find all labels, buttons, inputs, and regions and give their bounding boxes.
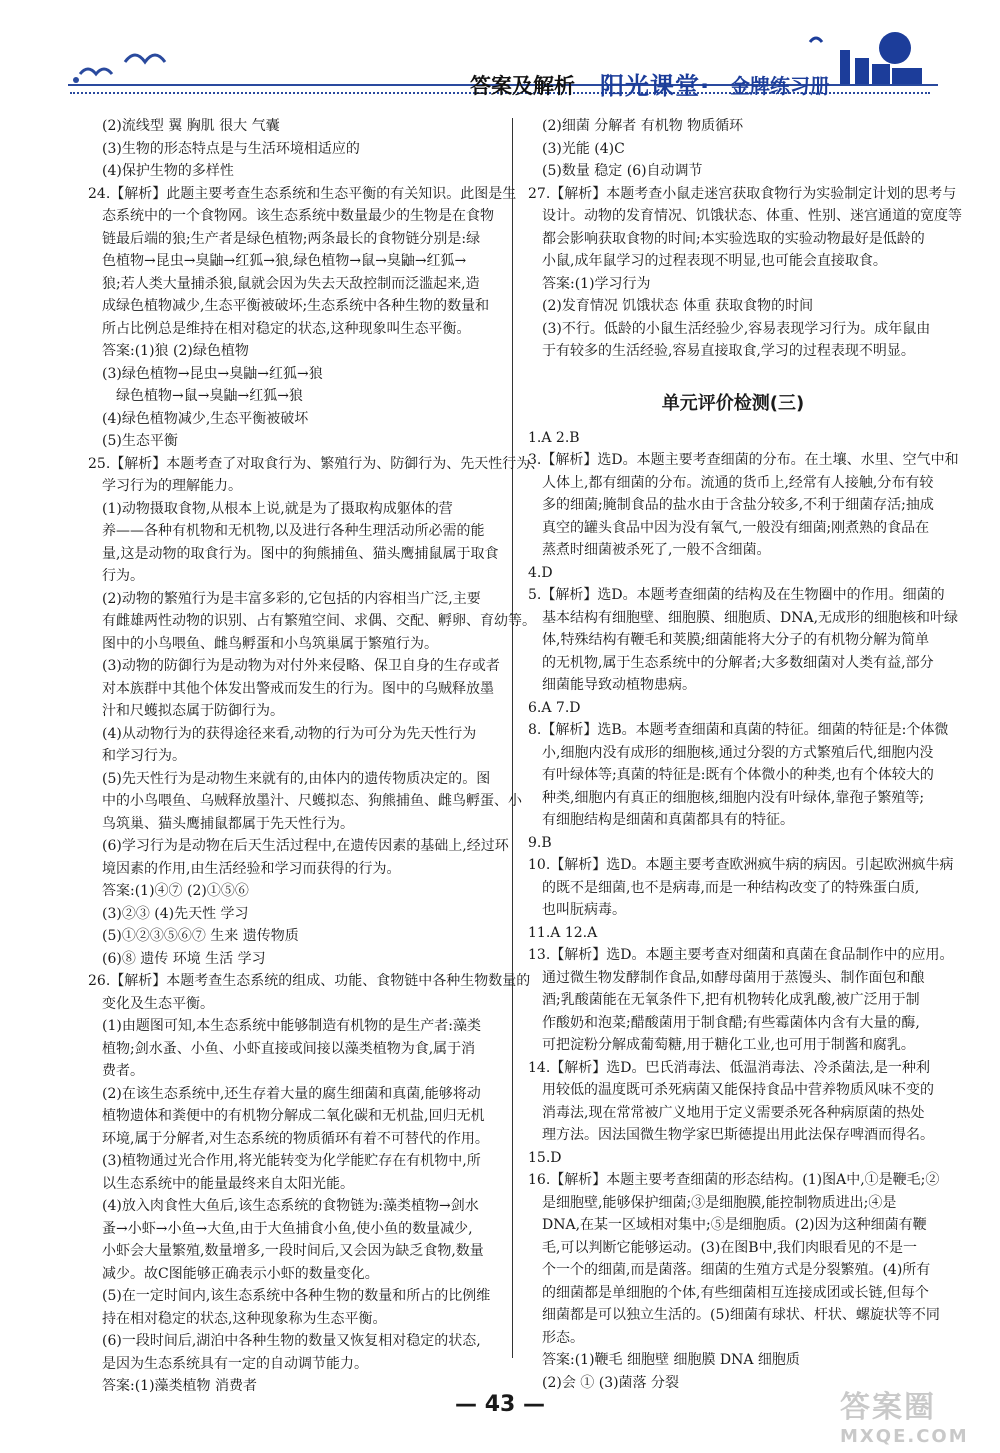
text-line: 蒸煮时细菌被杀死了,一般不含细菌。	[542, 542, 771, 558]
text-line: 链最后端的狼;生产者是绿色植物;两条最长的食物链分别是:绿	[102, 230, 481, 247]
text-line: 24.【解析】此题主要考查生态系统和生态平衡的有关知识。此图是生	[88, 185, 517, 202]
text-line: 可把淀粉分解成葡萄糖,用于糖化工业,也可用于制酱和腐乳。	[542, 1037, 915, 1053]
text-line: 绿色植物→鼠→臭鼬→红狐→狼	[116, 388, 303, 404]
text-line: 汁和尺蠖拟态属于防御行为。	[102, 703, 284, 719]
text-line: 5.【解析】选D。本题考查细菌的结构及在生物圈中的作用。细菌的	[528, 587, 945, 603]
text-line: 消毒法,现在常常被广义地用于定义需要杀死各种病原菌的热处	[542, 1104, 925, 1121]
text-line: 态系统中的一个食物网。该生态系统中数量最少的生物是在食物	[102, 208, 494, 224]
text-line: 答案:(1)鞭毛 细胞壁 细胞膜 DNA 细胞质	[542, 1352, 800, 1368]
text-line: (5)先天性行为是动物生来就有的,由体内的遗传物质决定的。图	[102, 770, 491, 787]
text-line: 理方法。因法国微生物学家巴斯德提出用此法保存啤酒而得名。	[542, 1127, 934, 1143]
text-line: 小虾会大量繁殖,数量增多,一段时间后,又会因为缺乏食物,数量	[102, 1243, 484, 1259]
text-line: 的细菌都是单细胞的个体,有些细菌相互连接成团或长链,但每个	[542, 1284, 929, 1301]
text-line: (2)会 ① (3)菌落 分裂	[542, 1374, 680, 1391]
text-line: 学习行为的理解能力。	[102, 478, 242, 494]
text-line: (5)在一定时间内,该生态系统中各种生物的数量和所占的比例维	[102, 1288, 491, 1304]
text-line: 8.【解析】选B。本题考查细菌和真菌的特征。细菌的特征是:个体微	[528, 722, 949, 738]
text-line: 形态。	[542, 1329, 584, 1346]
text-line: 植物;剑水蚤、小鱼、小虾直接或间接以藻类植物为食,属于消	[102, 1040, 476, 1057]
text-line: 答案:(1)学习行为	[542, 275, 651, 292]
text-line: 11.A 12.A	[528, 924, 598, 941]
text-line: 境因素的作用,由生活经验和学习而获得的行为。	[102, 860, 401, 877]
text-line: (3)植物通过光合作用,将光能转变为化学能贮存在有机物中,所	[102, 1153, 481, 1169]
right-column-bottom	[528, 427, 959, 1395]
watermark-top: 答案圈	[840, 1390, 936, 1425]
text-line: 鸟筑巢、猫头鹰捕鼠都属于先天性行为。	[102, 815, 354, 832]
skyline-illustration	[800, 28, 940, 88]
text-line: 15.D	[528, 1149, 562, 1166]
text-line: 答案:(1)狼 (2)绿色植物	[102, 343, 249, 359]
text-line: (2)细菌 分解者 有机物 物质循环	[542, 118, 744, 134]
text-line: 基本结构有细胞壁、细胞膜、细胞质、DNA,无成形的细胞核和叶绿	[542, 609, 959, 626]
text-line: (2)流线型 翼 胸肌 很大 气囊	[102, 118, 280, 134]
header-brand-sub: 金牌练习册	[730, 74, 830, 98]
header-title: 答案及解析	[470, 74, 575, 98]
text-line: 行为。	[102, 568, 144, 584]
text-line: 和学习行为。	[102, 748, 186, 764]
text-line: (6)一段时间后,湖泊中各种生物的数量又恢复相对稳定的状态,	[102, 1333, 481, 1349]
right-column-top	[528, 115, 962, 363]
text-line: 多的细菌;腌制食品的盐水由于含盐分较多,不利于细菌存活;抽成	[542, 497, 934, 513]
text-line: (6)⑧ 遗传 环境 生活 学习	[102, 950, 266, 967]
text-line: 有雌雄两性动物的识别、占有繁殖空间、求偶、交配、孵卵、育幼等。	[102, 613, 536, 629]
text-line: 的既不是细菌,也不是病毒,而是一种结构改变了的特殊蛋白质,	[542, 879, 920, 896]
header-brand: 阳光课堂·	[600, 72, 711, 100]
text-line: (3)不行。低龄的小鼠生活经验少,容易表现学习行为。成年鼠由	[542, 320, 931, 337]
text-line: 细菌能导致动植物患病。	[542, 677, 696, 693]
spacer	[528, 363, 938, 377]
column-divider	[512, 118, 513, 1358]
text-line: 养——各种有机物和无机物,以及进行各种生理活动所必需的能	[102, 523, 485, 539]
text-line: 蚤→小虾→小鱼→大鱼,由于大鱼捕食小鱼,使小鱼的数量减少,	[102, 1220, 473, 1237]
text-line: 10.【解析】选D。本题主要考查欧洲疯牛病的病因。引起欧洲疯牛病	[528, 857, 954, 873]
text-line: 答案:(1)藻类植物 消费者	[102, 1378, 257, 1394]
page-number: — 43 —	[455, 1392, 545, 1417]
text-line: 16.【解析】本题主要考查细菌的形态结构。(1)图A中,①是鞭毛;②	[528, 1172, 940, 1188]
text-line: 持在相对稳定的状态,这种现象称为生态平衡。	[102, 1310, 387, 1327]
text-line: 1.A 2.B	[528, 429, 580, 446]
text-line: (1)由题图可知,本生态系统中能够制造有机物的是生产者:藻类	[102, 1018, 481, 1034]
text-line: (3)动物的防御行为是动物为对付外来侵略、保卫自身的生存或者	[102, 658, 500, 674]
text-line: 的无机物,属于生态系统中的分解者;大多数细菌对人类有益,部分	[542, 654, 934, 671]
text-line: 有叶绿体等;真菌的特征是:既有个体微小的种类,也有个体较大的	[542, 767, 934, 783]
text-line: 体,特殊结构有鞭毛和荚膜;细菌能将大分子的有机物分解为简单	[542, 632, 930, 648]
text-line: 环境,属于分解者,对生态系统的物质循环有着不可替代的作用。	[102, 1130, 489, 1147]
text-line: 3.【解析】选D。本题主要考查细菌的分布。在土壤、水里、空气中和	[528, 452, 959, 468]
text-line: 中的小鸟喂鱼、乌贼释放墨汁、尺蠖拟态、狗熊捕鱼、雌鸟孵蛋、小	[102, 793, 522, 809]
text-line: (4)绿色植物减少,生态平衡被破坏	[102, 410, 309, 427]
text-line: (4)保护生物的多样性	[102, 163, 234, 179]
text-line: 设计。动物的发育情况、饥饿状态、体重、性别、迷宫通道的宽度等	[542, 208, 962, 224]
text-line: (2)发育情况 饥饿状态 体重 获取食物的时间	[542, 298, 814, 314]
text-line: 9.B	[528, 834, 552, 851]
text-line: 有细胞结构是细菌和真菌都具有的特征。	[542, 812, 794, 828]
text-line: (3)生物的形态特点是与生活环境相适应的	[102, 140, 360, 157]
text-line: 成绿色植物减少,生态平衡被破坏;生态系统中各种生物的数量和	[102, 298, 490, 314]
birds-illustration	[70, 40, 190, 90]
text-line: 小鼠,成年鼠学习的过程表现不明显,也可能会直接取食。	[542, 253, 887, 269]
text-line: 对本族群中其他个体发出警戒而发生的行为。图中的乌贼释放墨	[102, 680, 494, 697]
watermark-logo	[840, 1382, 990, 1452]
text-line: 是细胞壁,能够保护细菌;③是细胞膜,能控制物质进出;④是	[542, 1194, 897, 1211]
text-line: 量,这是动物的取食行为。图中的狗熊捕鱼、猫头鹰捕鼠属于取食	[102, 545, 499, 562]
text-line: 答案:(1)④⑦ (2)①⑤⑥	[102, 883, 249, 899]
text-line: (5)生态平衡	[102, 433, 178, 449]
text-line: (3)光能 (4)C	[542, 140, 625, 157]
text-line: 作酸奶和泡菜;醋酸菌用于制食醋;有些霉菌体内含有大量的酶,	[542, 1014, 920, 1031]
text-line: 通过微生物发酵制作食品,如酵母菌用于蒸馒头、制作面包和酿	[542, 969, 925, 986]
text-line: 图中的小鸟喂鱼、雌鸟孵蛋和小鸟筑巢属于繁殖行为。	[102, 635, 438, 652]
text-line: 小,细胞内没有成形的细胞核,通过分裂的方式繁殖后代,细胞内没	[542, 744, 934, 761]
text-line: 植物遗体和粪便中的有机物分解成二氧化碳和无机盐,回归无机	[102, 1108, 485, 1124]
text-line: 所占比例总是维持在相对稳定的状态,这种现象叫生态平衡。	[102, 320, 471, 337]
text-line: 细菌都是可以独立生活的。(5)细菌有球状、杆状、螺旋状等不同	[542, 1307, 940, 1323]
text-line: (3)绿色植物→昆虫→臭鼬→红狐→狼	[102, 365, 323, 382]
text-line: 4.D	[528, 564, 553, 581]
right-column	[528, 115, 962, 1394]
text-line: 26.【解析】本题考查生态系统的组成、功能、食物链中各种生物数量的	[88, 973, 531, 989]
text-line: (1)动物摄取食物,从根本上说,就是为了摄取构成躯体的营	[102, 500, 453, 517]
text-line: 于有较多的生活经验,容易直接取食,学习的过程表现不明显。	[542, 343, 915, 359]
text-line: 减少。故C图能够正确表示小虾的数量变化。	[102, 1265, 379, 1282]
text-line: 色植物→昆虫→臭鼬→红狐→狼,绿色植物→鼠→臭鼬→红狐→	[102, 253, 467, 269]
text-line: 14.【解析】选D。巴氏消毒法、低温消毒法、冷杀菌法,是一种利	[528, 1059, 930, 1076]
text-line: (3)②③ (4)先天性 学习	[102, 905, 249, 922]
text-line: (6)学习行为是动物在后天生活过程中,在遗传因素的基础上,经过环	[102, 838, 509, 854]
text-line: 用较低的温度既可杀死病菌又能保持食品中营养物质风味不变的	[542, 1082, 934, 1098]
text-line: (4)从动物行为的获得途径来看,动物的行为可分为先天性行为	[102, 725, 477, 742]
text-line: (5)数量 稳定 (6)自动调节	[542, 163, 703, 179]
text-line: 以生态系统中的能量最终来自太阳光能。	[102, 1175, 354, 1192]
text-line: 是因为生态系统具有一定的自动调节能力。	[102, 1355, 368, 1372]
text-line: (2)动物的繁殖行为是丰富多彩的,它包括的内容相当广泛,主要	[102, 590, 481, 607]
watermark-bottom: MXQE.COM	[840, 1426, 969, 1447]
text-line: 变化及生态平衡。	[102, 995, 214, 1012]
text-line: 种类,细胞内有真正的细胞核,细胞内没有叶绿体,靠孢子繁殖等;	[542, 789, 925, 806]
text-line: 人体上,都有细菌的分布。流通的货币上,经常有人接触,分布有较	[542, 474, 934, 491]
text-line: 个一个的细菌,而是菌落。细菌的生殖方式是分裂繁殖。(4)所有	[542, 1262, 931, 1278]
text-line: (5)①②③⑤⑥⑦ 生来 遗传物质	[102, 928, 299, 944]
text-line: 25.【解析】本题考查了对取食行为、繁殖行为、防御行为、先天性行为、	[88, 455, 545, 472]
text-line: 毛,可以判断它能够运动。(3)在图B中,我们肉眼看见的不是一	[542, 1239, 918, 1256]
text-line: 酒;乳酸菌能在无氧条件下,把有机物转化成乳酸,被广泛用于制	[542, 992, 920, 1008]
text-line: (4)放入肉食性大鱼后,该生态系统的食物链为:藻类植物→剑水	[102, 1198, 479, 1214]
text-line: DNA,在某一区域相对集中;⑤是细胞质。(2)因为这种细菌有鞭	[542, 1217, 927, 1233]
text-line: 6.A 7.D	[528, 699, 581, 716]
text-line: 27.【解析】本题考查小鼠走迷宫获取食物行为实验制定计划的思考与	[528, 185, 957, 202]
text-line: 费者。	[102, 1063, 144, 1079]
section-title: 单元评价检测(三)	[661, 392, 805, 414]
text-line: 也叫朊病毒。	[542, 902, 626, 918]
text-line: 13.【解析】选D。本题主要考查对细菌和真菌在食品制作中的应用。	[528, 947, 954, 963]
text-line: 都会影响获取食物的时间;本实验选取的实验动物最好是低龄的	[542, 230, 925, 247]
text-line: (2)在该生态系统中,还生存着大量的腐生细菌和真菌,能够将动	[102, 1085, 481, 1102]
text-line: 真空的罐头食品中因为没有氧气,一般没有细菌;刚煮熟的食品在	[542, 519, 930, 536]
page-header	[0, 0, 1000, 110]
text-line: 狼;若人类大量捕杀狼,鼠就会因为失去天敌控制而泛滥起来,造	[102, 275, 480, 292]
